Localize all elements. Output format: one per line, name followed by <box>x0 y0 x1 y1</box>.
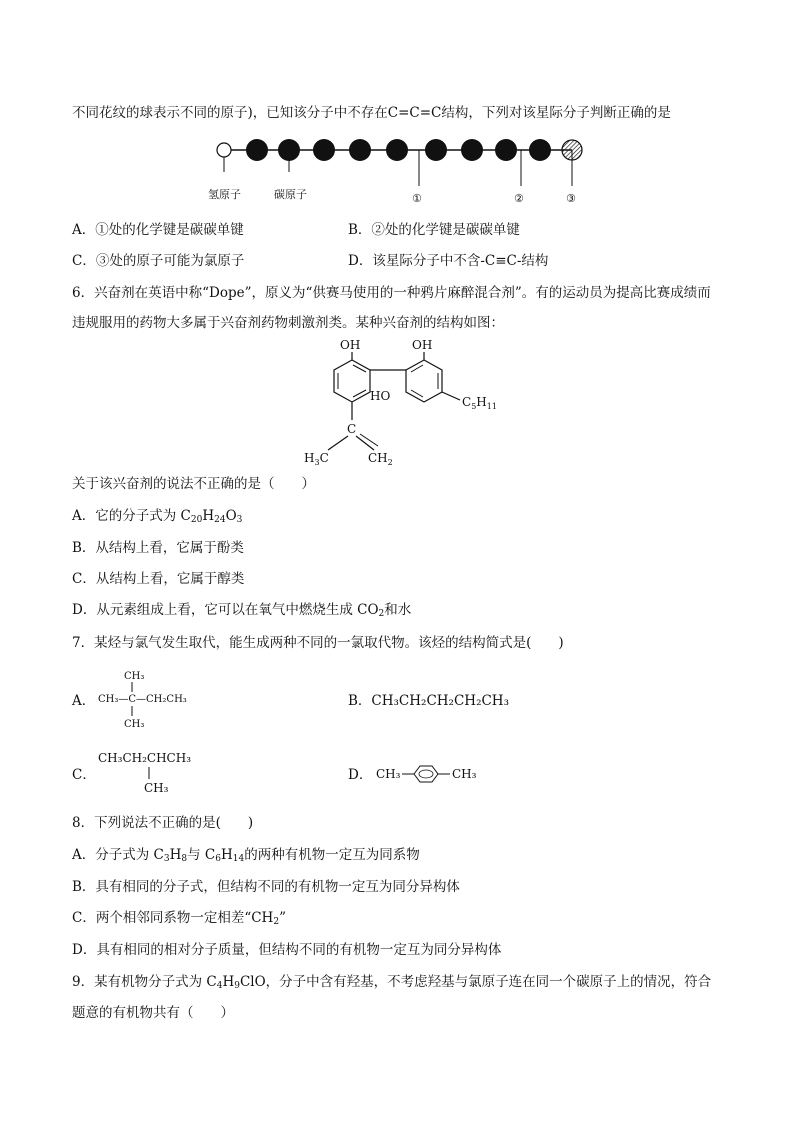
q6-stem-line1: 6．兴奋剂在英语中称“Dope”，原义为“供赛马使用的一种鸦片麻醉混合剂”。有的运动员为提高比赛成绩而 <box>72 285 711 301</box>
q6-option-d: D．从元素组成上看，它可以在氧气中燃烧生成 $CO_2$和水 <box>72 602 412 619</box>
marker-1: ① <box>412 192 422 205</box>
q5-molecule-diagram <box>200 132 600 208</box>
svg-text:CH₃: CH₃ <box>452 767 477 781</box>
q7-option-d-label: D． <box>348 767 373 783</box>
svg-text:CH₃: CH₃ <box>144 781 169 795</box>
carbon-atom <box>278 139 300 161</box>
q9-stem-line2: 题意的有机物共有（ ） <box>72 1005 234 1021</box>
hatched-atom <box>562 140 582 160</box>
carbon-atom <box>495 139 517 161</box>
q5-option-c: C．③处的原子可能为氯原子 <box>72 253 245 269</box>
h3c-group: $H_3C$ <box>304 451 329 467</box>
carbon-atom <box>349 139 371 161</box>
q7-stem: 7．某烃与氯气发生取代，能生成两种不同的一氯取代物。该烃的结构简式是( ) <box>72 635 564 651</box>
ho-group: HO <box>370 389 391 403</box>
q8-option-a: A．分子式为 $C_3H_8$与 $C_6H_{14}$的两种有机物一定互为同系物 <box>72 847 420 864</box>
q8-stem: 8．下列说法不正确的是( ) <box>72 815 254 831</box>
q9-stem-line1: 9．某有机物分子式为 $C_4H_9ClO$，分子中含有羟基，不考虑羟基与氯原子连在同一个碳原子上的情况，符合 <box>72 974 712 991</box>
q7-option-c-label: C． <box>72 767 96 783</box>
carbon-atom <box>386 139 408 161</box>
q7-option-b: B．CH₃CH₂CH₂CH₂CH₃ <box>348 693 509 709</box>
c5h11-group: $C_5H_{11}$ <box>462 395 497 411</box>
q7-option-d-structure <box>374 760 494 788</box>
q5-option-b: B．②处的化学键是碳碳单键 <box>348 222 520 238</box>
q6-stem-line2: 违规服用的药物大多属于兴奋剂药物刺激剂类。某种兴奋剂的结构如图： <box>72 315 504 331</box>
label-hydrogen: 氢原子 <box>208 188 241 201</box>
q5-intro: 不同花纹的球表示不同的原子)，已知该分子中不存在C=C=C结构，下列对该星际分子判断正确的是 <box>72 105 671 121</box>
carbon-atom <box>246 139 268 161</box>
q5-option-d: D．该星际分子中不含-C≡C-结构 <box>348 253 549 269</box>
svg-text:CH₃CH₂CHCH₃: CH₃CH₂CHCH₃ <box>98 751 192 765</box>
label-carbon: 碳原子 <box>274 188 307 201</box>
oh-left: OH <box>340 338 361 352</box>
hydrogen-atom <box>217 143 231 157</box>
q7-option-a-label: A． <box>72 693 96 709</box>
q8-option-b: B．具有相同的分子式，但结构不同的有机物一定互为同分异构体 <box>72 879 460 895</box>
carbon-c: C <box>347 422 357 436</box>
svg-text:CH₃—C—CH₂CH₃: CH₃—C—CH₂CH₃ <box>98 694 187 705</box>
svg-text:CH₃: CH₃ <box>376 767 401 781</box>
svg-text:CH₃: CH₃ <box>124 719 145 730</box>
marker-2: ② <box>514 192 524 205</box>
q8-option-d: D．具有相同的相对分子质量，但结构不同的有机物一定互为同分异构体 <box>72 942 502 958</box>
q6-structure-diagram <box>290 336 520 472</box>
q5-option-a: A．①处的化学键是碳碳单键 <box>72 222 244 238</box>
carbon-atom <box>461 139 483 161</box>
q6-option-c: C．从结构上看，它属于醇类 <box>72 571 245 587</box>
q7-option-c-structure <box>96 748 206 798</box>
q6-option-a: A．它的分子式为 $C_{20}H_{24}O_3$ <box>72 508 243 525</box>
marker-3: ③ <box>566 192 576 205</box>
q8-option-c: C．两个相邻同系物一定相差“$CH_2$” <box>72 910 286 927</box>
carbon-atom <box>313 139 335 161</box>
oh-right: OH <box>412 338 433 352</box>
ch2-group: $CH_2$ <box>368 451 393 467</box>
carbon-atom <box>425 139 447 161</box>
carbon-atom <box>529 139 551 161</box>
q7-option-a-structure <box>96 668 206 732</box>
q6-question: 关于该兴奋剂的说法不正确的是（ ） <box>72 476 315 492</box>
svg-text:CH₃: CH₃ <box>124 671 145 682</box>
q6-option-b: B．从结构上看，它属于酚类 <box>72 540 244 556</box>
